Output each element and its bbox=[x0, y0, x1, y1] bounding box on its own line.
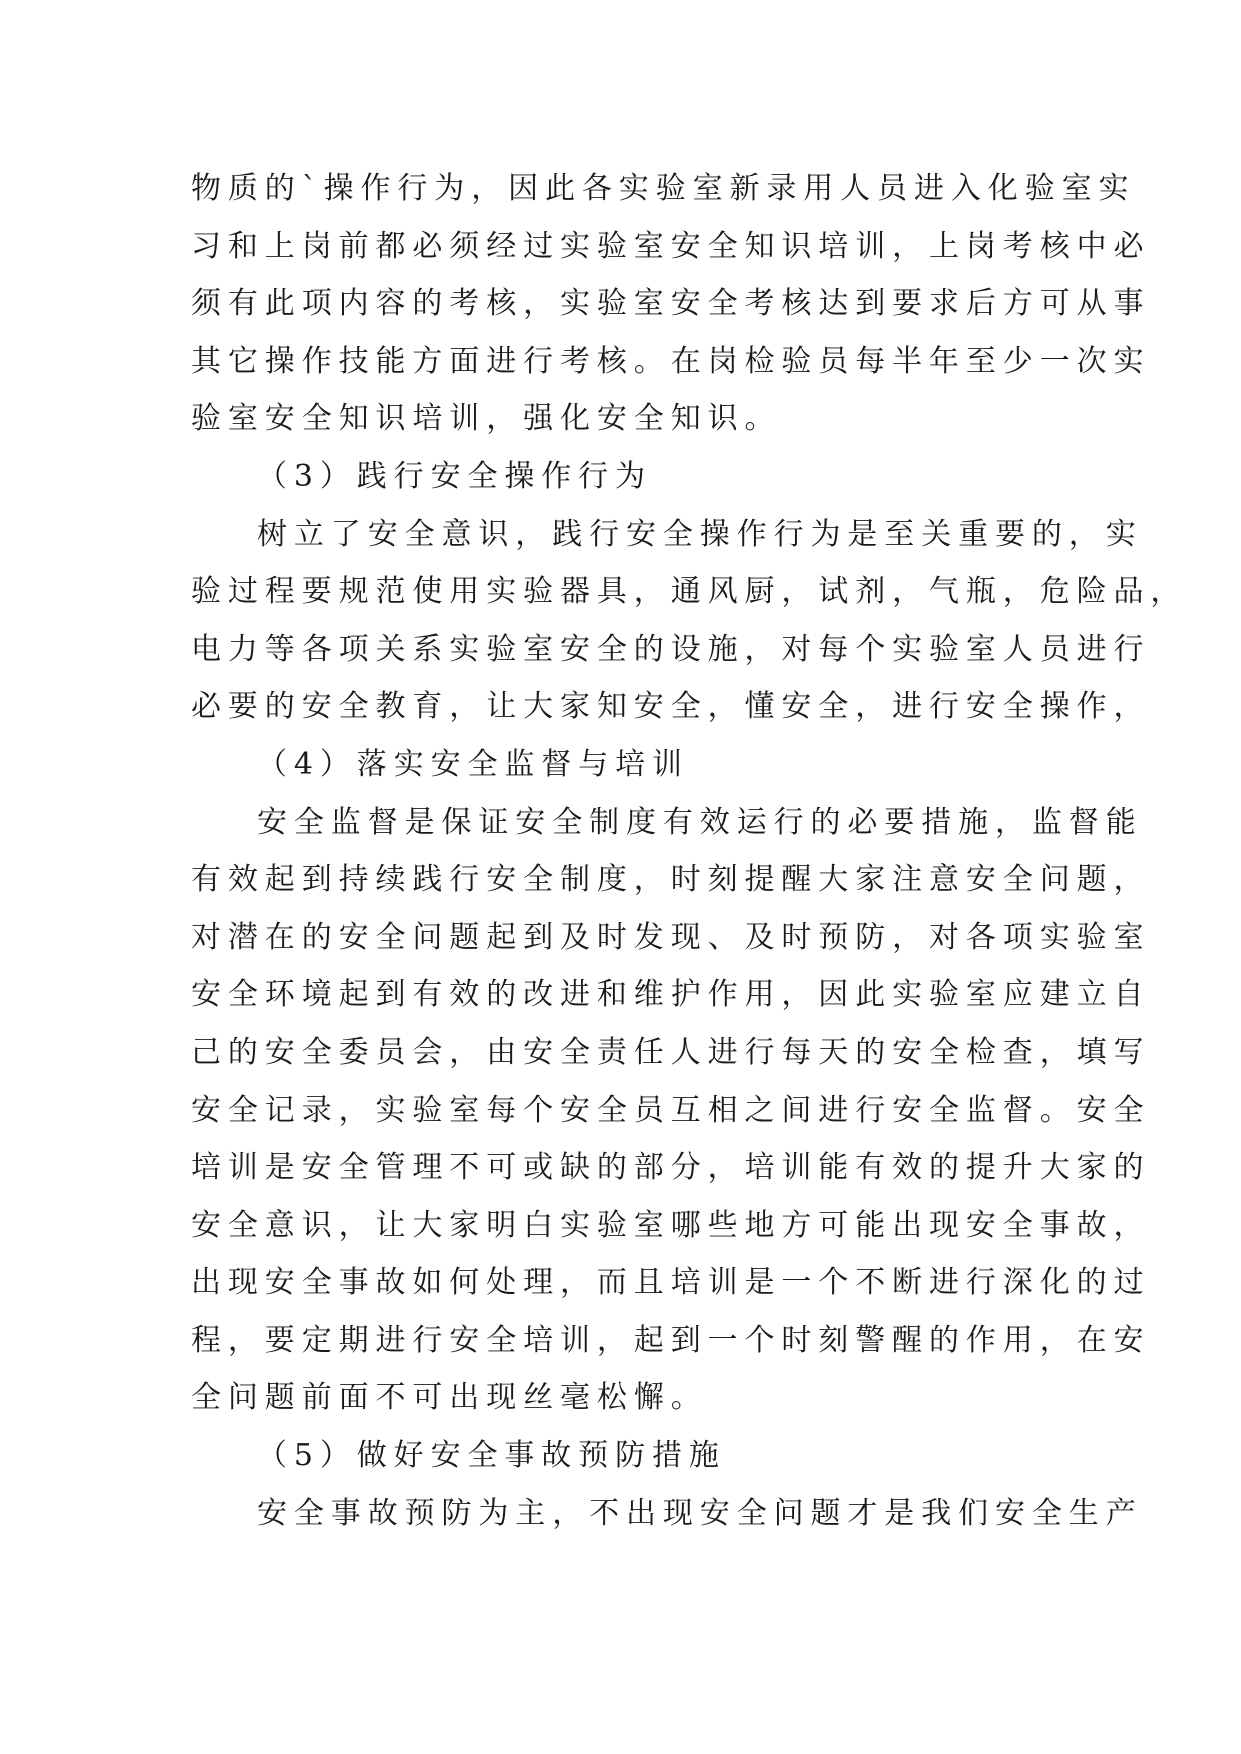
section-heading-5: （5）做好安全事故预防措施 bbox=[257, 1438, 726, 1474]
paragraph-first-line: 安全监督是保证安全制度有效运行的必要措施，监督能 bbox=[257, 804, 1143, 840]
section-heading-4: （4）落实安全监督与培训 bbox=[257, 746, 689, 782]
text-line: 对潜在的安全问题起到及时发现、及时预防，对各项实验室 bbox=[191, 919, 1151, 955]
text-line: 必要的安全教育，让大家知安全，懂安全，进行安全操作， bbox=[191, 689, 1151, 725]
text-line: 全问题前面不可出现丝毫松懈。 bbox=[191, 1380, 708, 1416]
text-line: 验过程要规范使用实验器具，通风厨，试剂，气瓶，危险品， bbox=[191, 574, 1188, 610]
text-line: 安全环境起到有效的改进和维护作用，因此实验室应建立自 bbox=[191, 977, 1151, 1013]
text-line: 其它操作技能方面进行考核。在岗检验员每半年至少一次实 bbox=[191, 343, 1151, 379]
text-line: 己的安全委员会，由安全责任人进行每天的安全检查，填写 bbox=[191, 1034, 1151, 1070]
section-heading-3: （3）践行安全操作行为 bbox=[257, 458, 652, 494]
text-line: 习和上岗前都必须经过实验室安全知识培训，上岗考核中必 bbox=[191, 228, 1151, 264]
paragraph-first-line: 树立了安全意识，践行安全操作行为是至关重要的，实 bbox=[257, 516, 1143, 552]
text-line: 出现安全事故如何处理，而且培训是一个不断进行深化的过 bbox=[191, 1265, 1151, 1301]
text-line: 有效起到持续践行安全制度，时刻提醒大家注意安全问题， bbox=[191, 862, 1151, 898]
paragraph-first-line: 安全事故预防为主，不出现安全问题才是我们安全生产 bbox=[257, 1495, 1143, 1531]
text-line: 电力等各项关系实验室安全的设施，对每个实验室人员进行 bbox=[191, 631, 1151, 667]
text-line: 培训是安全管理不可或缺的部分，培训能有效的提升大家的 bbox=[191, 1150, 1151, 1186]
body-text bbox=[191, 160, 1188, 1542]
text-line: 须有此项内容的考核，实验室安全考核达到要求后方可从事 bbox=[191, 286, 1151, 322]
text-line: 物质的`操作行为，因此各实验室新录用人员进入化验室实 bbox=[191, 171, 1136, 206]
text-line: 程，要定期进行安全培训，起到一个时刻警醒的作用，在安 bbox=[191, 1322, 1151, 1358]
text-line: 安全意识，让大家明白实验室哪些地方可能出现安全事故， bbox=[191, 1207, 1151, 1243]
text-line: 验室安全知识培训，强化安全知识。 bbox=[191, 401, 782, 437]
text-line: 安全记录，实验室每个安全员互相之间进行安全监督。安全 bbox=[191, 1092, 1151, 1128]
